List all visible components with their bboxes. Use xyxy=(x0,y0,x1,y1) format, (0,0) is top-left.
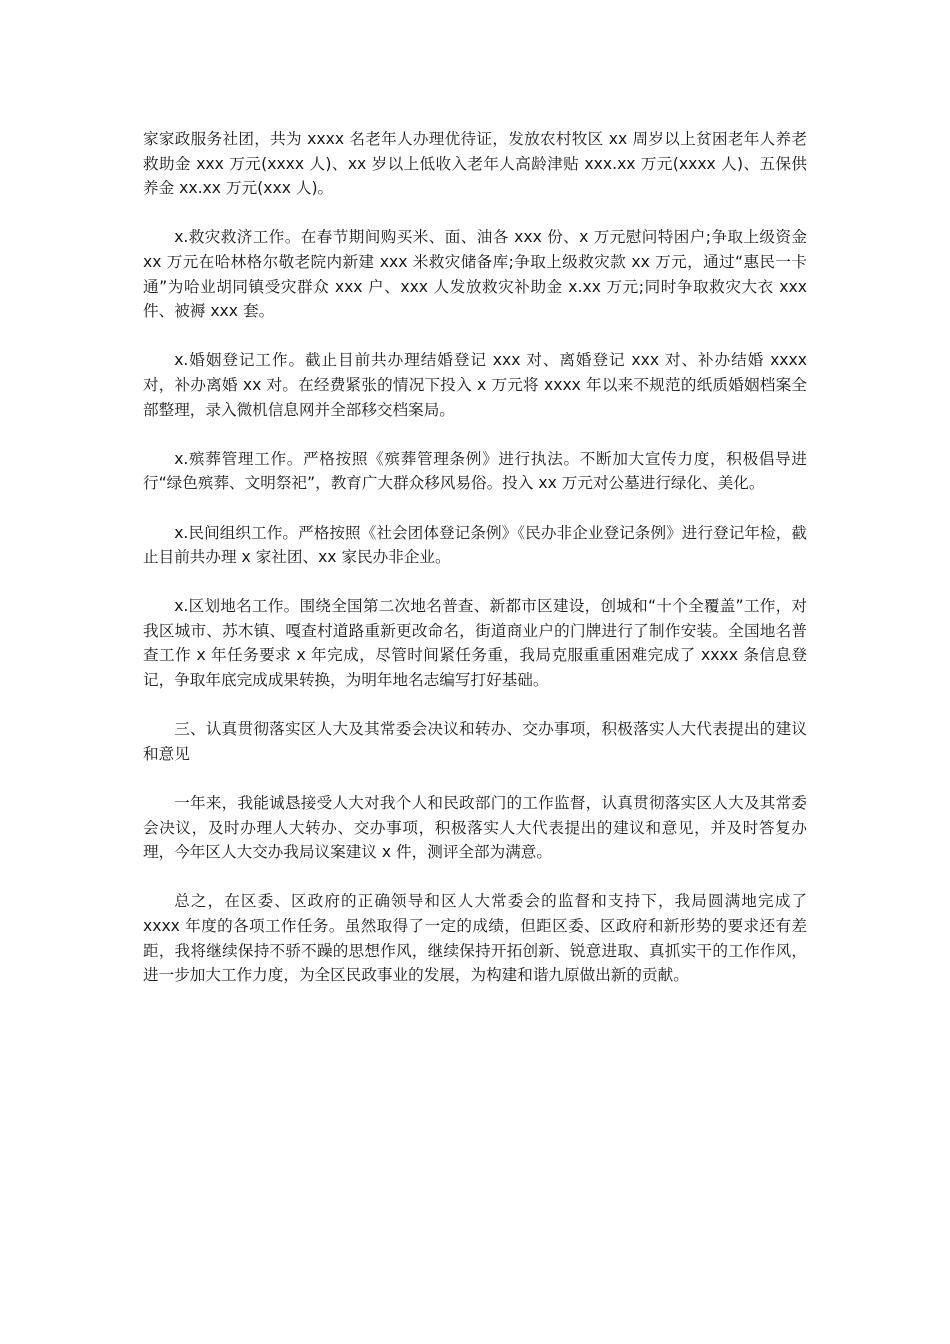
paragraph-elder-services: 家家政服务社团，共为 xxxx 名老年人办理优待证，发放农村牧区 xx 周岁以上贫困老年人养老救助金 xxx 万元(xxxx 人)、xx 岁以上低收入老年人高龄津贴 xxx.xx 万元(xxxx 人)、五保供养金 xx.xx 万元(xxx 人)。 xyxy=(143,130,807,198)
paragraph-place-names: x.区划地名工作。围绕全国第二次地名普查、新都市区建设，创城和“十个全覆盖”工作，对我区城市、苏木镇、嘎查村道路重新更改命名，街道商业户的门牌进行了制作安装。全国地名普查工作 x 年任务要求 x 年完成，尽管时间紧任务重，我局克服重重困难完成了 xxxx 条信息登记，争取年底完成成果转换，为明年地名志编写打好基础。 xyxy=(143,597,807,690)
section-heading-three: 三、认真贯彻落实区人大及其常委会决议和转办、交办事项，积极落实人大代表提出的建议和意见 xyxy=(143,720,807,763)
paragraph-conclusion: 总之，在区委、区政府的正确领导和区人大常委会的监督和支持下，我局圆满地完成了 xxxx 年度的各项工作任务。虽然取得了一定的成绩，但距区委、区政府和新形势的要求还有差距，我将继续保持不骄不躁的思想作风，继续保持开拓创新、锐意进取、真抓实干的工作作风，进一步加大工作力度，为全区民政事业的发展，为构建和谐九原做出新的贡献。 xyxy=(143,892,807,985)
paragraph-supervision: 一年来，我能诚恳接受人大对我个人和民政部门的工作监督，认真贯彻落实区人大及其常委会决议，及时办理人大转办、交办事项，积极落实人大代表提出的建议和意见，并及时答复办理，今年区人大交办我局议案建议 x 件，测评全部为满意。 xyxy=(143,794,807,862)
paragraph-disaster-relief: x.救灾救济工作。在春节期间购买米、面、油各 xxx 份、x 万元慰问特困户;争取上级资金 xx 万元在哈林格尔敬老院内新建 xxx 米救灾储备库;争取上级救灾款 xx 万元，通过“惠民一卡通”为哈业胡同镇受灾群众 xxx 户、xxx 人发放救灾补助金 x.xx 万元;同时争取救灾大衣 xxx 件、被褥 xxx 套。 xyxy=(143,228,807,321)
paragraph-civil-organizations: x.民间组织工作。严格按照《社会团体登记条例》《民办非企业登记条例》进行登记年检，截止目前共办理 x 家社团、xx 家民办非企业。 xyxy=(143,523,807,567)
paragraph-funeral-management: x.殡葬管理工作。严格按照《殡葬管理条例》进行执法。不断加大宣传力度，积极倡导进行“绿色殡葬、文明祭祀”，教育广大群众移风易俗。投入 xx 万元对公墓进行绿化、美化。 xyxy=(143,449,807,493)
paragraph-marriage-registration: x.婚姻登记工作。截止目前共办理结婚登记 xxx 对、离婚登记 xxx 对、补办结婚 xxxx 对，补办离婚 xx 对。在经费紧张的情况下投入 x 万元将 xxxx 年以来不规范的纸质婚姻档案全部整理，录入微机信息网并全部移交档案局。 xyxy=(143,351,807,419)
document-page xyxy=(143,127,807,1012)
